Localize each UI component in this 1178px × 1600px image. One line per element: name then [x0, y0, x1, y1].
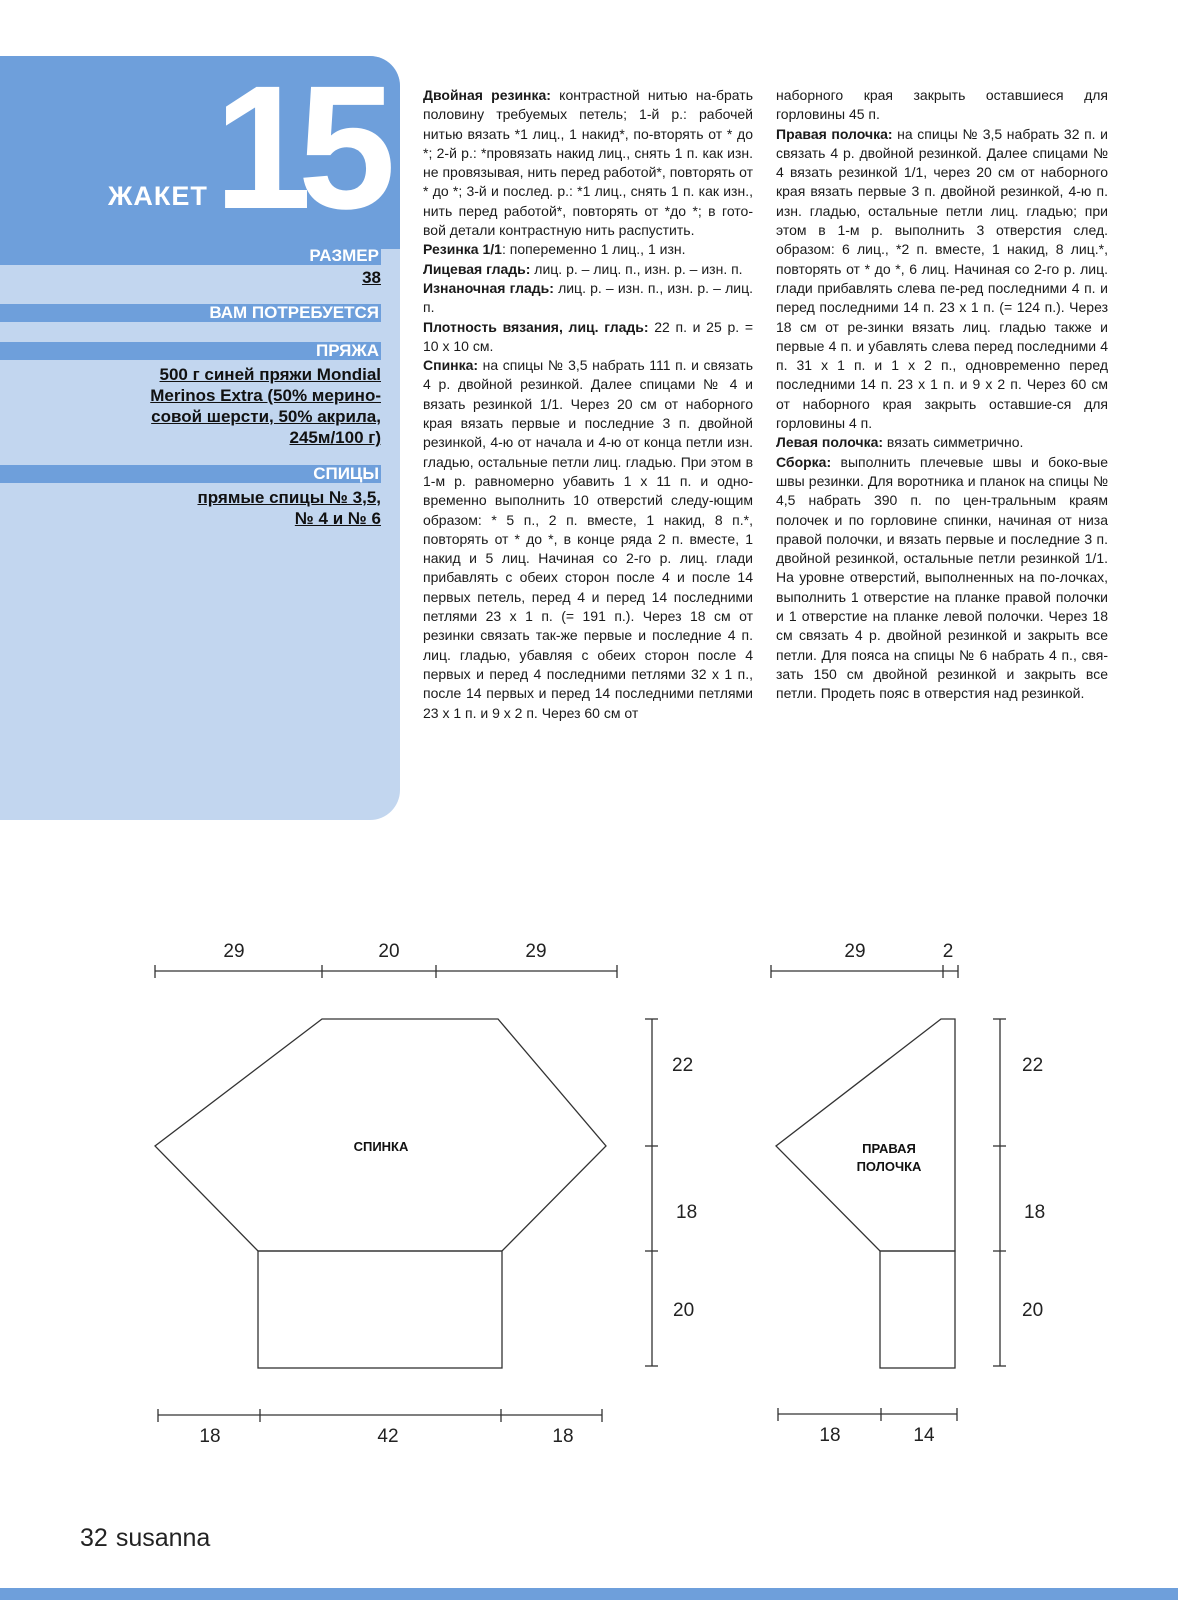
instruction-text: лиц. р. – изн. п., изн. р. – лиц. п. [423, 279, 753, 316]
needles-header: СПИЦЫ [0, 465, 381, 483]
instruction-text: на спицы № 3,5 набрать 111 п. и связать 4 р. двойной резинкой. Далее спицами № 4 и вязать резинкой 1/1. Через 20 см от наборного края вязать первые и последние 3 п. двойной резинкой, 4-ю от начала и 4-ю от конца петли изн. гладью, остальные петли лиц. гладью. При этом в 1-м р. равномерно убавить 1 х 11 п. и одно-временно выполнить 10 отверстий следу-ющим образом: * 5 п., 2 п. вместе, 1 накид, 8 п.*, повторять от * до *, в конце ряда 2 п. вместе, 1 накид и 5 лиц. Начиная со 2-го р. лиц. глади прибавлять с обеих сторон после 4 и после 14 первых петель, перед 4 и перед 14 последними петлями 23 х 1 п. (= 191 п.). Через 18 см от резинки связать так-же первые и последние 4 п. лиц. гладью, убавляя с обеих сторон после 4 первых и перед 4 последними петлями 32 х 1 п., после 14 первых и перед 14 последними петлями 23 х 1 п. и 9 х 2 п. Через 60 см от [423, 357, 753, 721]
yarn-description: 500 г синей пряжи Mondial Merinos Extra (50% мерино- совой шерсти, 50% акрила, 245м/100 г) [150, 365, 381, 447]
instruction-heading: Лицевая гладь: [423, 260, 531, 277]
back-bottom-dim-1: 18 [199, 1426, 221, 1447]
front-top-dim-2: 2 [942, 941, 954, 962]
instruction-text: 22 п. и 25 р. = 10 х 10 см. [423, 318, 753, 354]
back-side-dim-3: 20 [673, 1300, 695, 1321]
need-header: ВАМ ПОТРЕБУЕТСЯ [0, 304, 381, 322]
instruction-text: наборного края закрыть оставшиеся для горловины 45 п. [776, 87, 1108, 123]
page-footer [80, 1524, 210, 1553]
instruction-heading: Двойная резинка: [423, 87, 551, 103]
instruction-heading: Спинка: [423, 357, 479, 374]
back-piece-label: СПИНКА [353, 1139, 409, 1154]
instruction-text: на спицы № 3,5 набрать 32 п. и связать 4 р. двойной резинкой. Далее спицами № 4 вязать резинкой 1/1, через 20 см от наборного края вязать первые 3 п. двойной резинкой, 4-ю п. изн. гладью, остальные петли лиц. гладью; при этом в 1-м р. выполнить 3 отверстия след. образом: 6 лиц., *2 п. вместе, 1 накид, 8 лиц.*, повторять от * до *, 6 лиц. Начиная со 2-го р. лиц. глади прибавлять слева пе-ред последними 4 п. и перед последними 14 п. 23 х 1 п. (= 124 п.). Через 18 см от ре-зинки вязать лиц. гладью также и первые 4 п. и убавлять слева перед последними 4 п. 31 х 1 п. и 1 х 2 п., одновременно перед последними 14 п. 23 х 1 п. и 9 х 2 п. Через 60 см от наборного края закрыть оставшие-ся для горловины 4 п. [776, 125, 1108, 432]
instruction-heading: Резинка 1/1 [423, 241, 502, 258]
instruction-heading: Левая полочка: [776, 434, 884, 451]
instruction-heading: Правая полочка: [776, 125, 893, 142]
back-bottom-dim-2: 42 [377, 1426, 399, 1447]
magazine-name: susanna [115, 1524, 211, 1552]
back-piece-outline [155, 1019, 606, 1251]
back-top-dim-1: 29 [223, 941, 245, 962]
front-side-dim-3: 20 [1022, 1300, 1044, 1321]
size-value: 38 [362, 268, 381, 287]
front-piece-label-line-2: ПОЛОЧКА [856, 1159, 922, 1174]
front-piece-outline [776, 1019, 955, 1251]
back-rib-outline [258, 1251, 502, 1368]
front-side-dim-1: 22 [1022, 1055, 1044, 1076]
front-rib-outline [880, 1251, 955, 1368]
back-top-dim-2: 20 [378, 941, 400, 962]
front-side-dim-2: 18 [1024, 1202, 1046, 1223]
page-number: 32 [80, 1524, 108, 1552]
project-title: ЖАКЕТ [108, 181, 208, 211]
front-bottom-dim-1: 18 [819, 1425, 841, 1446]
bottom-band [0, 1588, 1178, 1600]
front-top-dim-1: 29 [844, 941, 866, 962]
back-side-dim-1: 22 [672, 1055, 694, 1076]
needles-description: прямые спицы № 3,5, № 4 и № 6 [197, 488, 381, 528]
project-number: 15 [214, 50, 382, 246]
instruction-text: выполнить плечевые швы и боко-вые швы резинки. Для воротника и планок на спицы № 4,5 набрать 390 п. по цен-тральным краям полочек и по горловине спинки, начиная от низа правой полочки, и вязать первые и последние 3 п. двойной резинкой, остальные петли резинкой 1/1. На уровне отверстий, выполненных на по-лочках, выполнить 1 отверстие на планке правой полочки и 1 отверстие на планке левой полочки. Через 18 см связать 4 р. двойной резинкой и закрыть все петли. Для пояса на спицы № 6 набрать 4 п., свя-зать 150 см двойной резинкой и закрыть все петли. Продеть пояс в отверстия над резинкой. [776, 453, 1108, 702]
back-side-dim-2: 18 [676, 1202, 698, 1223]
instruction-heading: Сборка: [776, 453, 832, 470]
size-header: РАЗМЕР [0, 247, 381, 265]
yarn-header: ПРЯЖА [0, 342, 381, 360]
instruction-heading: Плотность вязания, лиц. гладь: [423, 318, 649, 335]
instruction-text: : попеременно 1 лиц., 1 изн. [501, 241, 686, 258]
instruction-text: контрастной нитью на-брать половину требуемых петель; 1-й р.: рабочей нитью вязать *1 лиц., 1 накид*, по-вторять от * до *; 2-й р.: *провязать накид лиц., снять 1 п. как изн. не провязывая, нить перед работой*, повторять от * до *; 3-й и послед. р.: *1 лиц., снять 1 п. как изн., нить перед работой*, повторять от *до *; в гото-вой детали контрастную нить распустить. [423, 87, 753, 239]
front-bottom-dim-2: 14 [913, 1425, 935, 1446]
instruction-text: лиц. р. – лиц. п., изн. р. – изн. п. [530, 260, 743, 277]
instruction-text: вязать симметрично. [883, 434, 1024, 451]
back-bottom-dim-3: 18 [552, 1426, 574, 1447]
back-top-dim-3: 29 [525, 941, 547, 962]
front-piece-label-line-1: ПРАВАЯ [862, 1141, 916, 1156]
instruction-heading: Изнаночная гладь: [423, 279, 554, 296]
